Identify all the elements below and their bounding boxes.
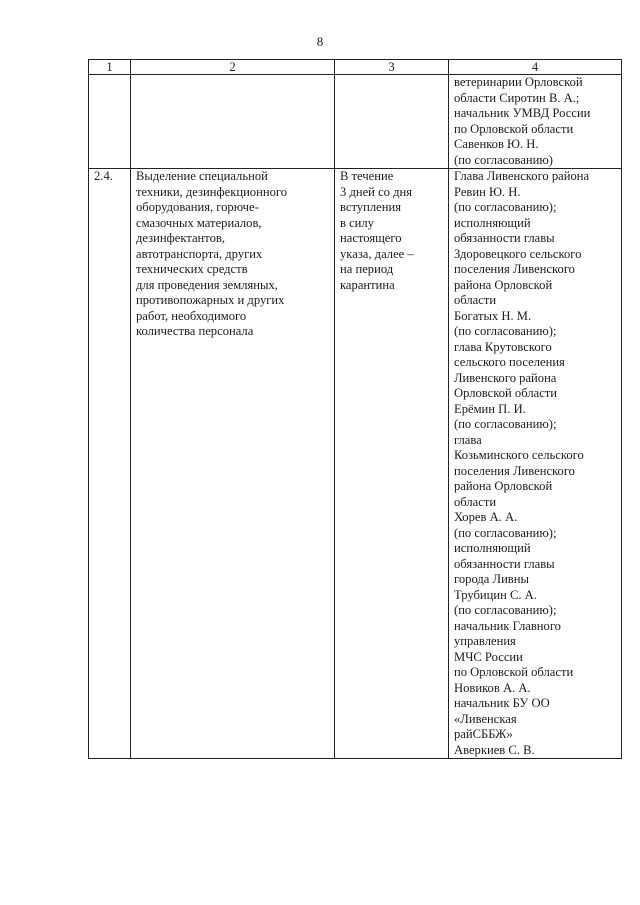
continuation-col2 xyxy=(131,75,335,169)
text-line: начальник Главного xyxy=(454,618,561,633)
text-line: вступления xyxy=(340,200,401,214)
text-line: обязанности главы xyxy=(454,556,555,571)
text-line: на период xyxy=(340,262,394,276)
text-line: города Ливны xyxy=(454,572,529,586)
table-header-row xyxy=(89,60,622,75)
column-header-1: 1 xyxy=(89,60,131,75)
text-line: указа, далее – xyxy=(340,246,414,261)
text-line: оборудования, горюче- xyxy=(136,200,259,214)
text-line: техники, дезинфекционного xyxy=(136,184,288,199)
text-line: Трубицин С. А. xyxy=(454,587,537,602)
text-line: Козьминского сельского xyxy=(454,448,584,462)
text-line: обязанности главы xyxy=(454,231,555,245)
column-header-2: 2 xyxy=(131,60,335,75)
text-line: в силу xyxy=(340,215,375,230)
text-line: исполняющий xyxy=(454,541,531,555)
continuation-responsible xyxy=(449,75,622,169)
text-line: глава Крутовского xyxy=(454,339,552,354)
text-line: технических средств xyxy=(136,262,248,276)
text-line: Ерёмин П. И. xyxy=(454,401,526,416)
text-line: Новиков А. А. xyxy=(454,680,531,695)
text-line: Хорев А. А. xyxy=(454,510,518,524)
text-line: Ливенского района xyxy=(454,370,557,385)
text-line: 3 дней со дня xyxy=(340,184,413,199)
text-line: Орловской области xyxy=(454,386,558,400)
text-line: работ, необходимого xyxy=(136,308,247,323)
text-line: Выделение специальной xyxy=(136,169,268,183)
item-number: 2.4. xyxy=(89,169,131,759)
text-line: «Ливенская xyxy=(454,711,517,726)
text-line: поселения Ливенского xyxy=(454,463,575,478)
measure-description xyxy=(131,169,335,759)
text-line: Савенков Ю. Н. xyxy=(454,137,539,151)
text-line: района Орловской xyxy=(454,479,553,493)
text-line: района Орловской xyxy=(454,277,553,292)
text-line: смазочных материалов, xyxy=(136,215,262,230)
text-line: по Орловской области xyxy=(454,665,574,679)
text-line: противопожарных и других xyxy=(136,293,285,307)
table-row-continuation xyxy=(89,75,622,169)
text-line: райСББЖ» xyxy=(454,727,513,741)
text-line: по Орловской области xyxy=(454,121,574,136)
text-line: поселения Ливенского xyxy=(454,262,575,276)
measure-responsible xyxy=(449,169,622,759)
text-line: глава xyxy=(454,432,482,447)
measure-deadline xyxy=(335,169,449,759)
text-line: области Сиротин В. А.; xyxy=(454,90,580,105)
text-line: Глава Ливенского района xyxy=(454,169,590,183)
text-line: сельского поселения xyxy=(454,355,565,369)
text-line: Богатых Н. М. xyxy=(454,308,532,323)
text-line: (по согласованию) xyxy=(454,152,554,167)
text-line: автотранспорта, других xyxy=(136,246,263,261)
column-header-4: 4 xyxy=(449,60,622,75)
text-line: Ревин Ю. Н. xyxy=(454,184,521,199)
continuation-col3 xyxy=(335,75,449,169)
text-line: (по согласованию); xyxy=(454,603,557,617)
text-line: управления xyxy=(454,634,516,648)
text-line: (по согласованию); xyxy=(454,417,557,431)
table-row-2-4 xyxy=(89,169,622,759)
text-line: области xyxy=(454,293,497,307)
continuation-col1 xyxy=(89,75,131,169)
text-line: (по согласованию); xyxy=(454,525,557,540)
text-line: настоящего xyxy=(340,231,402,245)
text-line: начальник БУ ОО xyxy=(454,696,550,710)
text-line: В течение xyxy=(340,169,394,183)
column-header-3: 3 xyxy=(335,60,449,75)
page-number: 8 xyxy=(316,34,324,49)
text-line: дезинфектантов, xyxy=(136,231,226,245)
text-line: начальник УМВД России xyxy=(454,106,591,120)
text-line: области xyxy=(454,494,497,509)
text-line: Здоровецкого сельского xyxy=(454,246,582,261)
text-line: исполняющий xyxy=(454,215,531,230)
text-line: Аверкиев С. В. xyxy=(454,742,535,757)
measures-table xyxy=(88,59,622,759)
text-line: карантина xyxy=(340,277,395,292)
text-line: ветеринарии Орловской xyxy=(454,75,583,89)
text-line: количества персонала xyxy=(136,324,254,338)
text-line: (по согласованию); xyxy=(454,200,557,214)
text-line: для проведения земляных, xyxy=(136,277,278,292)
text-line: (по согласованию); xyxy=(454,324,557,338)
text-line: МЧС России xyxy=(454,649,523,664)
